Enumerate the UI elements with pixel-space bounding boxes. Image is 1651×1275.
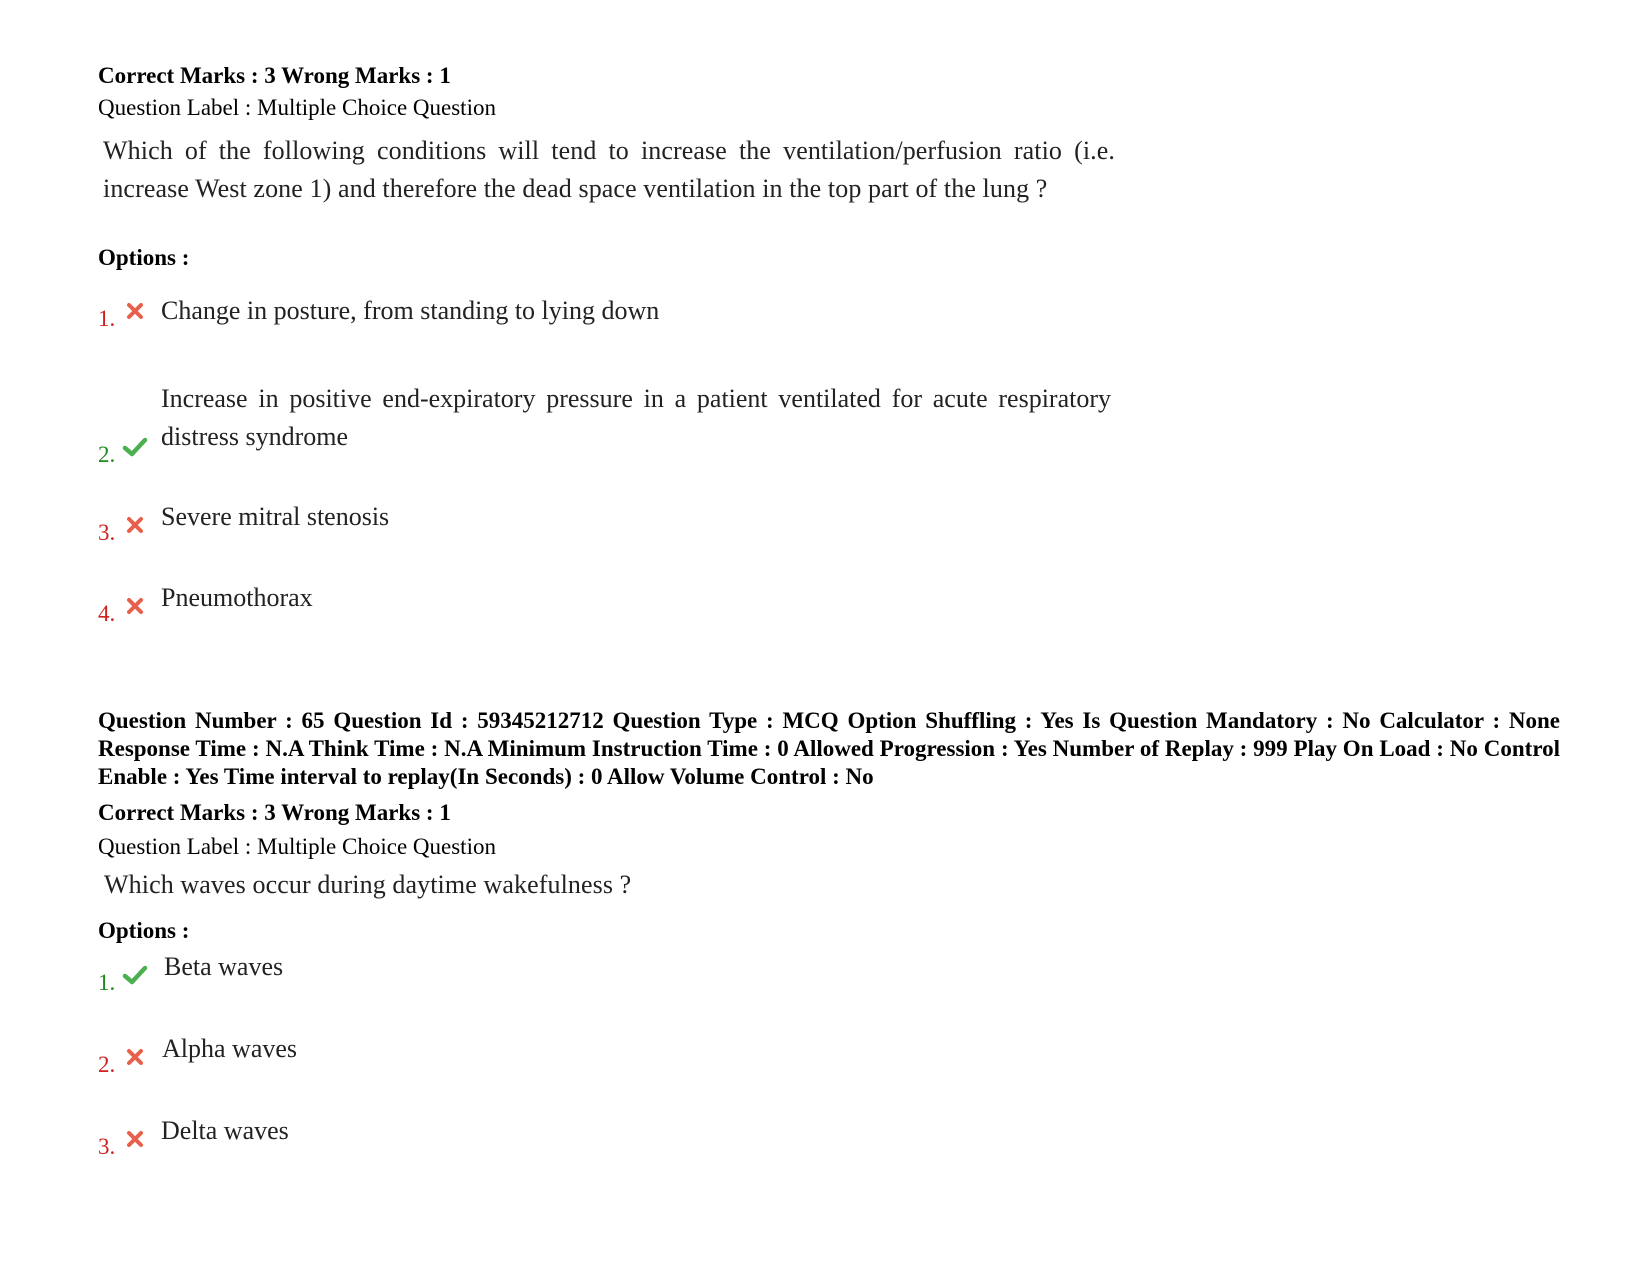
cross-icon: [124, 1046, 146, 1068]
cross-icon: [124, 300, 146, 322]
options-heading: Options :: [98, 918, 190, 943]
check-icon: [122, 436, 148, 458]
option-number: 1.: [98, 306, 116, 331]
option-number: 4.: [98, 601, 116, 626]
option-number: 1.: [98, 970, 116, 995]
option-text: Alpha waves: [162, 1034, 298, 1063]
cross-icon: [124, 595, 146, 617]
question-text: Which of the following conditions will tend to increase the ventilation/perfusion ratio (i.e. increase West zone 1) and therefore the dead space ventilation in the top part of the lung ?: [103, 136, 1115, 203]
question-text: Which waves occur during daytime wakefulness ?: [104, 870, 632, 899]
option-number: 2.: [98, 442, 116, 467]
option-text: Increase in positive end-expiratory pressure in a patient ventilated for acute respiratory distress syndrome: [161, 384, 1111, 451]
option-text: Severe mitral stenosis: [161, 502, 390, 531]
question-meta: Question Number : 65 Question Id : 59345212712 Question Type : MCQ Option Shuffling : Yes Is Question Mandatory : No Calculator : None Response Time : N.A Think Time : N.A Minimum Instruction Time : 0 Allowed Progression : Yes Number of Replay : 999 Play On Load : No Control Enable : Yes Time interval to replay(In Seconds) : 0 Allow Volume Control : No: [98, 708, 1560, 789]
option-number: 3.: [98, 1134, 116, 1159]
question-label: Question Label : Multiple Choice Question: [98, 95, 496, 120]
marks-line: Correct Marks : 3 Wrong Marks : 1: [98, 800, 451, 825]
question-label: Question Label : Multiple Choice Question: [98, 834, 496, 859]
option-number: 3.: [98, 520, 116, 545]
option-text: Delta waves: [161, 1116, 289, 1145]
option-text: Beta waves: [164, 952, 284, 981]
option-text: Pneumothorax: [161, 583, 313, 612]
options-heading: Options :: [98, 245, 190, 270]
cross-icon: [124, 1128, 146, 1150]
cross-icon: [124, 514, 146, 536]
option-text: Change in posture, from standing to lying down: [161, 296, 660, 325]
check-icon: [122, 964, 148, 986]
marks-line: Correct Marks : 3 Wrong Marks : 1: [98, 63, 451, 88]
option-number: 2.: [98, 1052, 116, 1077]
